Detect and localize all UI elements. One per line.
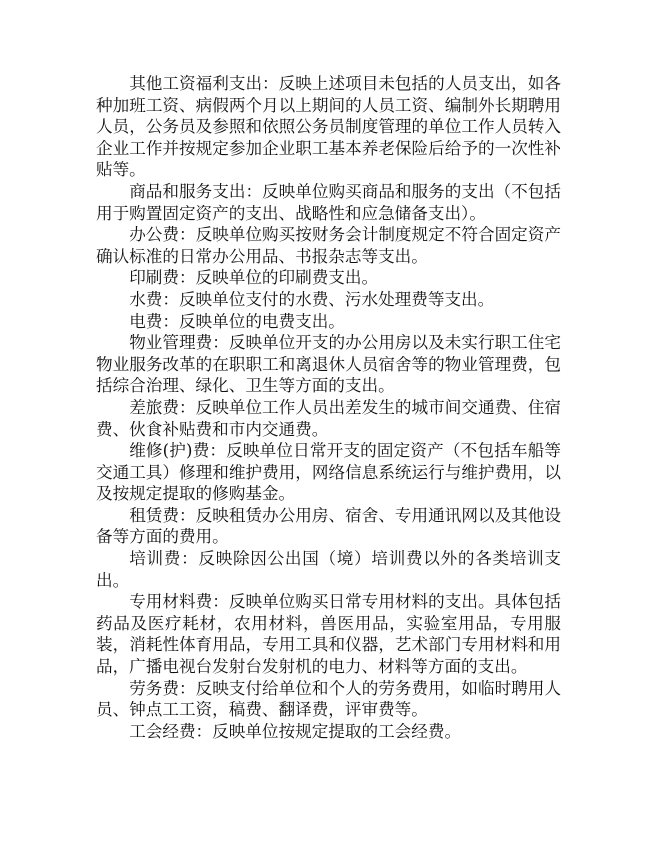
paragraph-office-expenses: 办公费：反映单位购买按财务会计制度规定不符合固定资产确认标准的日常办公用品、书报杂志等支出。 <box>96 225 561 266</box>
paragraph-special-materials: 专用材料费：反映单位购买日常专用材料的支出。具体包括药品及医疗耗材，农用材料，兽医用品，实验室用品，专用服装，消耗性体育用品，专用工具和仪器，艺术部门专用材料和用品，广播电视台发射台发射机的电力、材料等方面的支出。 <box>96 592 561 677</box>
paragraph-printing: 印刷费：反映单位的印刷费支出。 <box>129 268 379 288</box>
paragraph-training: 培训费：反映除因公出国（境）培训费以外的各类培训支出。 <box>96 549 561 590</box>
document-body <box>96 73 561 742</box>
paragraph-goods-services: 商品和服务支出：反映单位购买商品和服务的支出（不包括用于购置固定资产的支出、战略性和应急储备支出）。 <box>96 181 561 223</box>
paragraph-labor-services: 劳务费：反映支付给单位和个人的劳务费用，如临时聘用人员、钟点工工资，稿费、翻译费，评审费等。 <box>96 678 561 720</box>
paragraph-water: 水费：反映单位支付的水费、污水处理费等支出。 <box>129 289 495 309</box>
paragraph-union-funds: 工会经费：反映单位按规定提取的工会经费。 <box>129 721 462 741</box>
paragraph-other-wages-welfare: 其他工资福利支出：反映上述项目未包括的人员支出，如各种加班工资、病假两个月以上期间的人员工资、编制外长期聘用人员，公务员及参照和依照公务员制度管理的单位工作人员转入企业工作并按规定参加企业职工基本养老保险后给予的一次性补贴等。 <box>96 74 561 180</box>
paragraph-travel: 差旅费：反映单位工作人员出差发生的城市间交通费、住宿费、伙食补贴费和市内交通费。 <box>96 397 561 439</box>
paragraph-maintenance: 维修(护)费：反映单位日常开支的固定资产（不包括车船等交通工具）修理和维护费用，网络信息系统运行与维护费用，以及按规定提取的修购基金。 <box>96 441 561 504</box>
paragraph-property-management: 物业管理费：反映单位开支的办公用房以及未实行职工住宅物业服务改革的在职职工和离退休人员宿舍等的物业管理费，包括综合治理、绿化、卫生等方面的支出。 <box>96 333 561 396</box>
paragraph-electricity: 电费：反映单位的电费支出。 <box>129 311 345 331</box>
paragraph-rental: 租赁费：反映租赁办公用房、宿舍、专用通讯网以及其他设备等方面的费用。 <box>96 505 561 547</box>
